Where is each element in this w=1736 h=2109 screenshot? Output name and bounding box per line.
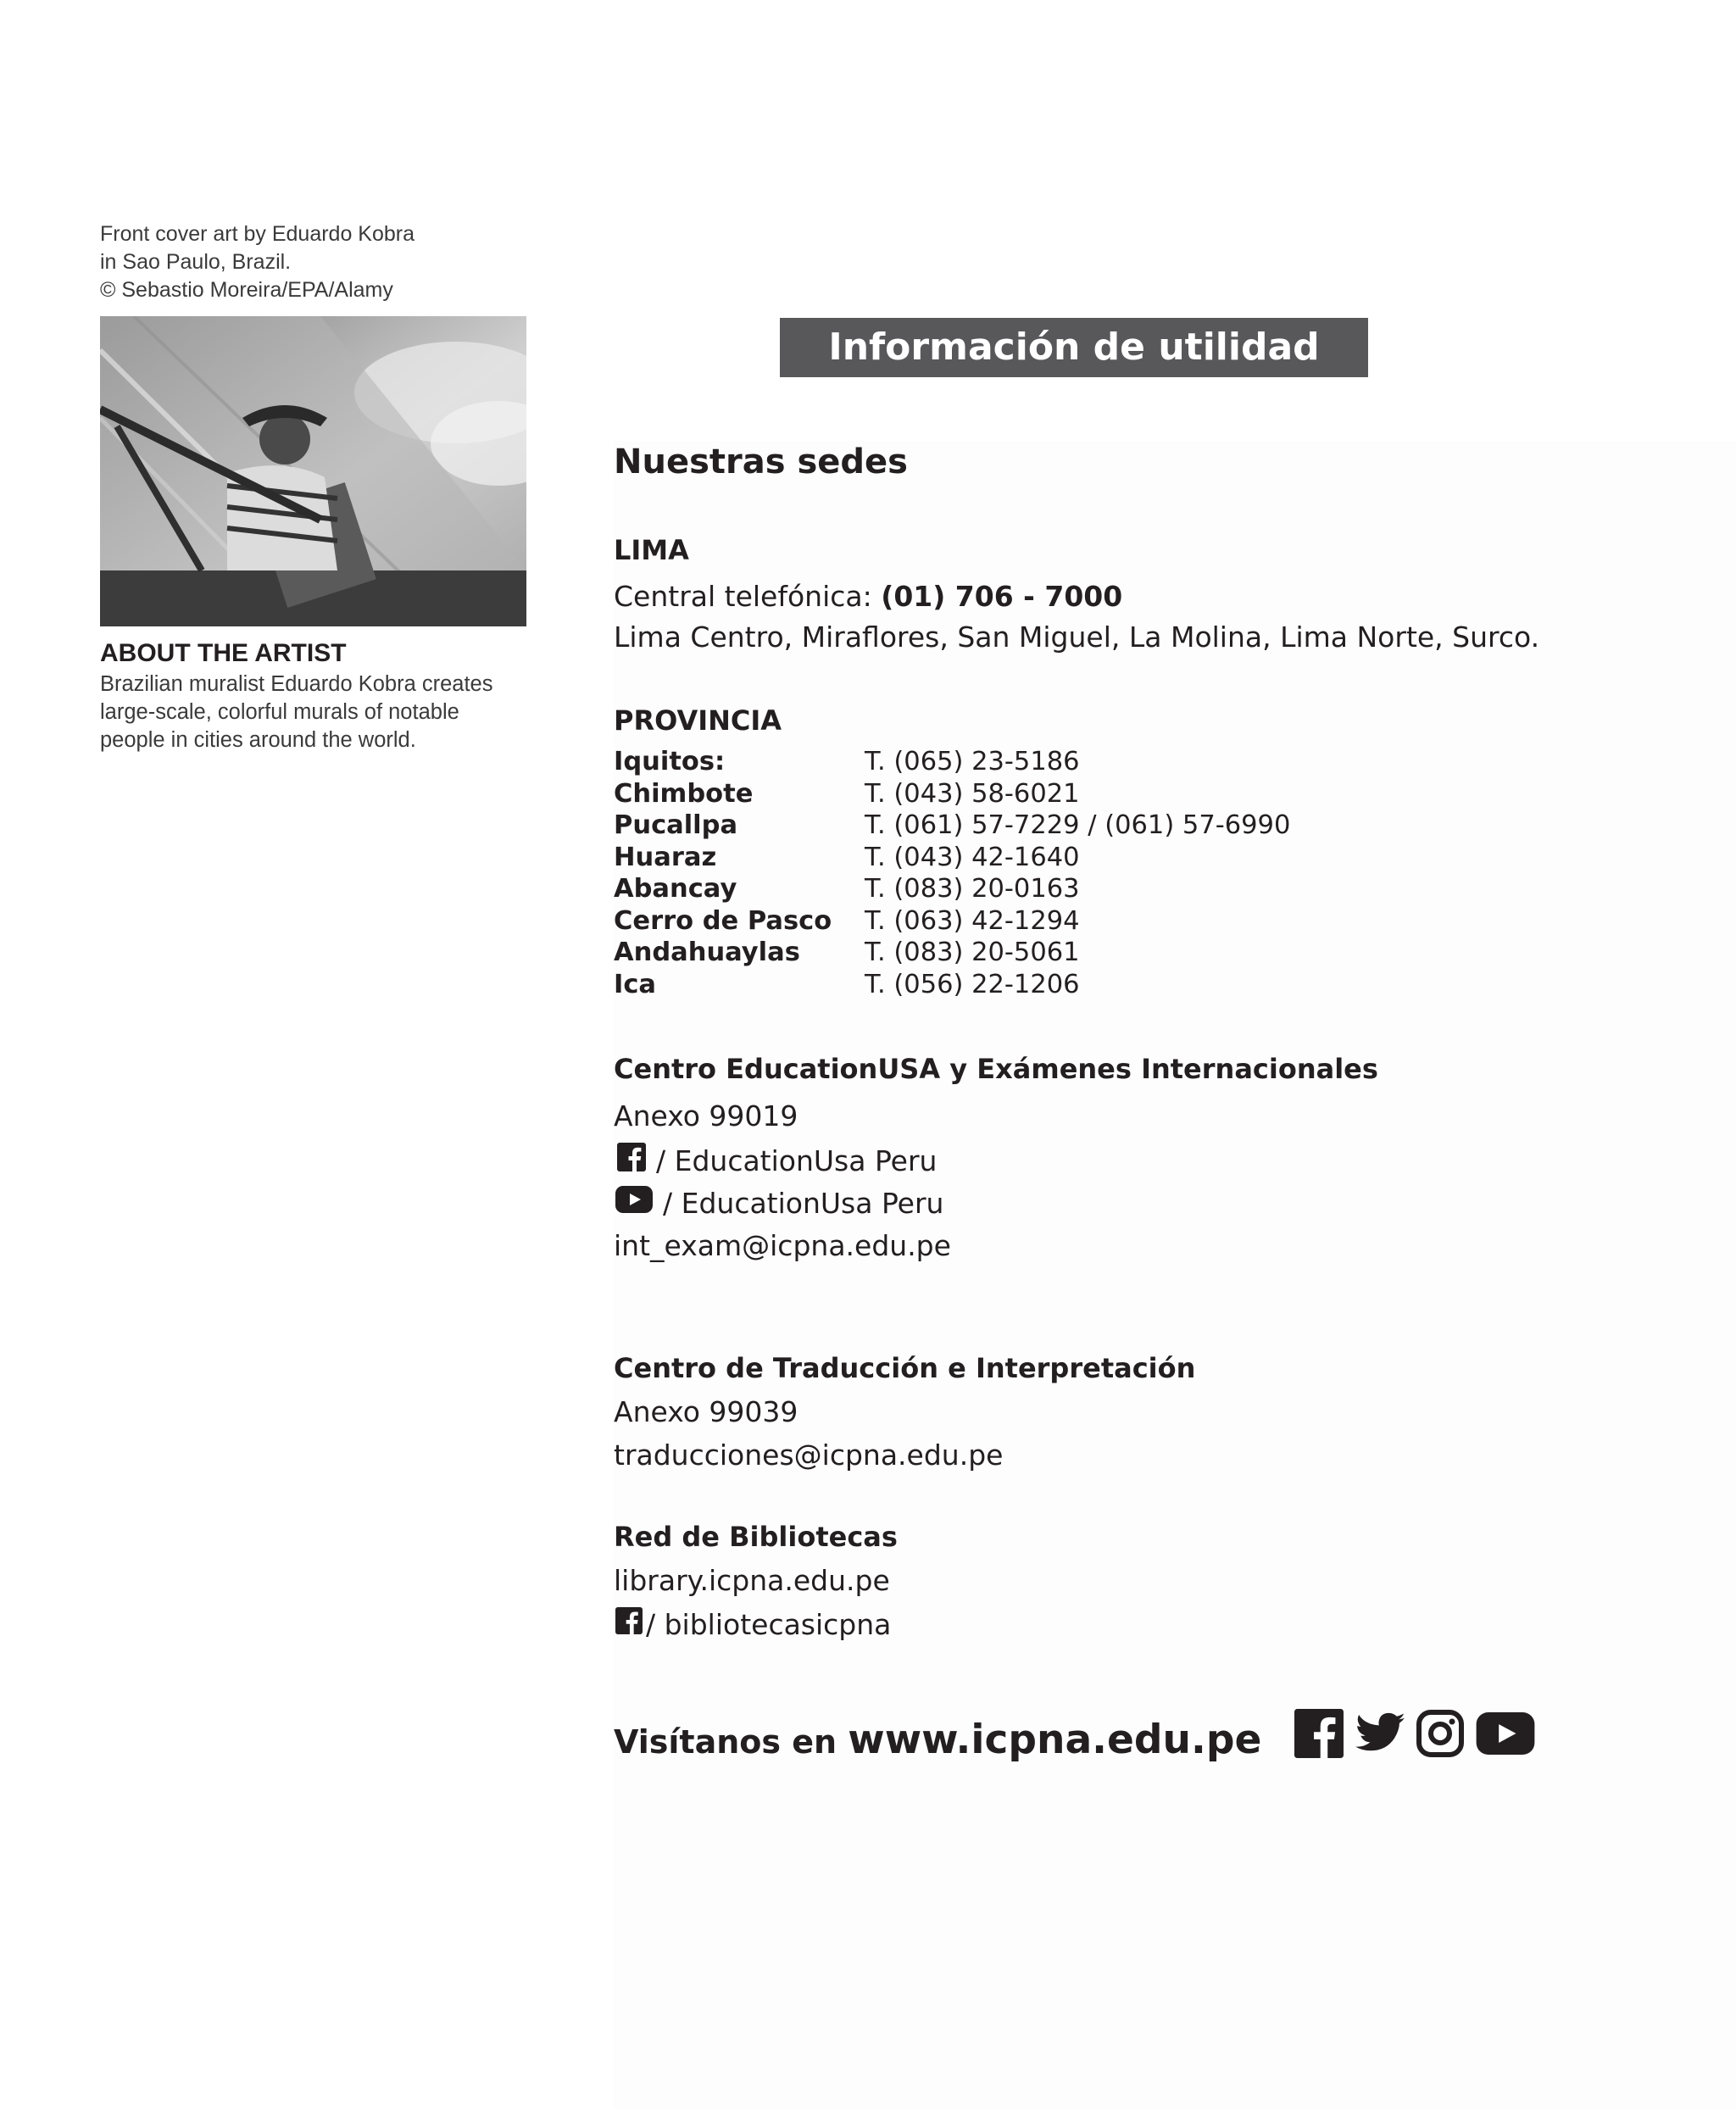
education-usa-heading: Centro EducationUSA y Exámenes Internacionales bbox=[614, 1053, 1378, 1085]
cover-credit-line: © Sebastio Moreira/EPA/Alamy bbox=[100, 278, 393, 302]
education-usa-facebook-link[interactable] bbox=[617, 1143, 937, 1178]
list-item bbox=[614, 937, 1290, 969]
traduccion-anexo: Anexo 99039 bbox=[614, 1395, 798, 1428]
youtube-icon bbox=[615, 1186, 653, 1220]
facebook-icon[interactable] bbox=[1294, 1709, 1344, 1761]
twitter-icon[interactable] bbox=[1355, 1712, 1405, 1758]
province-name: Pucallpa bbox=[614, 810, 738, 840]
list-item bbox=[614, 873, 1290, 905]
province-name: Huaraz bbox=[614, 842, 717, 872]
bibliotecas-site[interactable]: library.icpna.edu.pe bbox=[614, 1564, 890, 1597]
list-item bbox=[614, 969, 1290, 1001]
lima-phone-number: (01) 706 - 7000 bbox=[881, 580, 1123, 613]
education-usa-youtube-link[interactable] bbox=[615, 1186, 943, 1220]
province-phone: T. (065) 23-5186 bbox=[865, 747, 1080, 776]
visit-label: Visítanos en bbox=[614, 1723, 849, 1761]
about-artist-line: large-scale, colorful murals of notable bbox=[100, 700, 459, 724]
about-artist-line: people in cities around the world. bbox=[100, 728, 416, 752]
youtube-icon[interactable] bbox=[1476, 1712, 1535, 1758]
list-item bbox=[614, 842, 1290, 874]
province-phone: T. (083) 20-5061 bbox=[865, 938, 1080, 967]
facebook-icon bbox=[617, 1143, 646, 1178]
province-phone: T. (083) 20-0163 bbox=[865, 874, 1080, 904]
education-usa-youtube-label: / EducationUsa Peru bbox=[663, 1186, 944, 1220]
province-name: Cerro de Pasco bbox=[614, 905, 832, 936]
artist-photo bbox=[100, 316, 526, 626]
provincia-list bbox=[614, 746, 1290, 1000]
province-phone: T. (063) 42-1294 bbox=[865, 905, 1080, 936]
visit-line bbox=[614, 1717, 1261, 1763]
info-panel-background bbox=[614, 441, 1736, 2109]
province-name: Andahuaylas bbox=[614, 938, 800, 967]
province-phone: T. (061) 57-7229 / (061) 57-6990 bbox=[865, 810, 1291, 840]
list-item bbox=[614, 905, 1290, 938]
province-phone: T. (043) 42-1640 bbox=[865, 842, 1080, 872]
province-phone: T. (056) 22-1206 bbox=[865, 969, 1080, 999]
info-banner: Información de utilidad bbox=[780, 318, 1368, 377]
list-item bbox=[614, 778, 1290, 810]
about-artist-text bbox=[100, 671, 541, 754]
visit-url[interactable]: www.icpna.edu.pe bbox=[848, 1717, 1262, 1763]
province-name: Ica bbox=[614, 969, 657, 999]
education-usa-anexo: Anexo 99019 bbox=[614, 1099, 798, 1132]
province-phone: T. (043) 58-6021 bbox=[865, 778, 1080, 809]
cover-credit bbox=[100, 220, 541, 304]
traduccion-heading: Centro de Traducción e Interpretación bbox=[614, 1352, 1196, 1384]
list-item bbox=[614, 746, 1290, 778]
lima-heading: LIMA bbox=[614, 534, 689, 566]
bibliotecas-facebook-label: / bibliotecasicpna bbox=[646, 1607, 892, 1641]
lima-locations: Lima Centro, Miraflores, San Miguel, La Molina, Lima Norte, Surco. bbox=[614, 620, 1540, 654]
bibliotecas-facebook-link[interactable] bbox=[615, 1607, 891, 1641]
traduccion-email[interactable]: traducciones@icpna.edu.pe bbox=[614, 1438, 1004, 1472]
instagram-icon[interactable] bbox=[1416, 1710, 1464, 1761]
cover-credit-line: in Sao Paulo, Brazil. bbox=[100, 250, 292, 274]
cover-credit-line: Front cover art by Eduardo Kobra bbox=[100, 222, 415, 246]
about-artist-line: Brazilian muralist Eduardo Kobra creates bbox=[100, 672, 493, 696]
about-artist-heading: ABOUT THE ARTIST bbox=[100, 639, 347, 667]
social-icons bbox=[1294, 1709, 1547, 1761]
lima-phone bbox=[614, 580, 1122, 613]
provincia-heading: PROVINCIA bbox=[614, 704, 782, 737]
province-name: Chimbote bbox=[614, 778, 754, 809]
list-item bbox=[614, 810, 1290, 842]
facebook-icon bbox=[615, 1607, 643, 1641]
province-name: Abancay bbox=[614, 874, 737, 904]
province-name: Iquitos: bbox=[614, 747, 726, 776]
lima-phone-label: Central telefónica: bbox=[614, 580, 882, 613]
bibliotecas-heading: Red de Bibliotecas bbox=[614, 1521, 898, 1553]
sedes-heading: Nuestras sedes bbox=[614, 442, 908, 481]
education-usa-facebook-label: / EducationUsa Peru bbox=[656, 1144, 938, 1177]
education-usa-email[interactable]: int_exam@icpna.edu.pe bbox=[614, 1229, 951, 1262]
